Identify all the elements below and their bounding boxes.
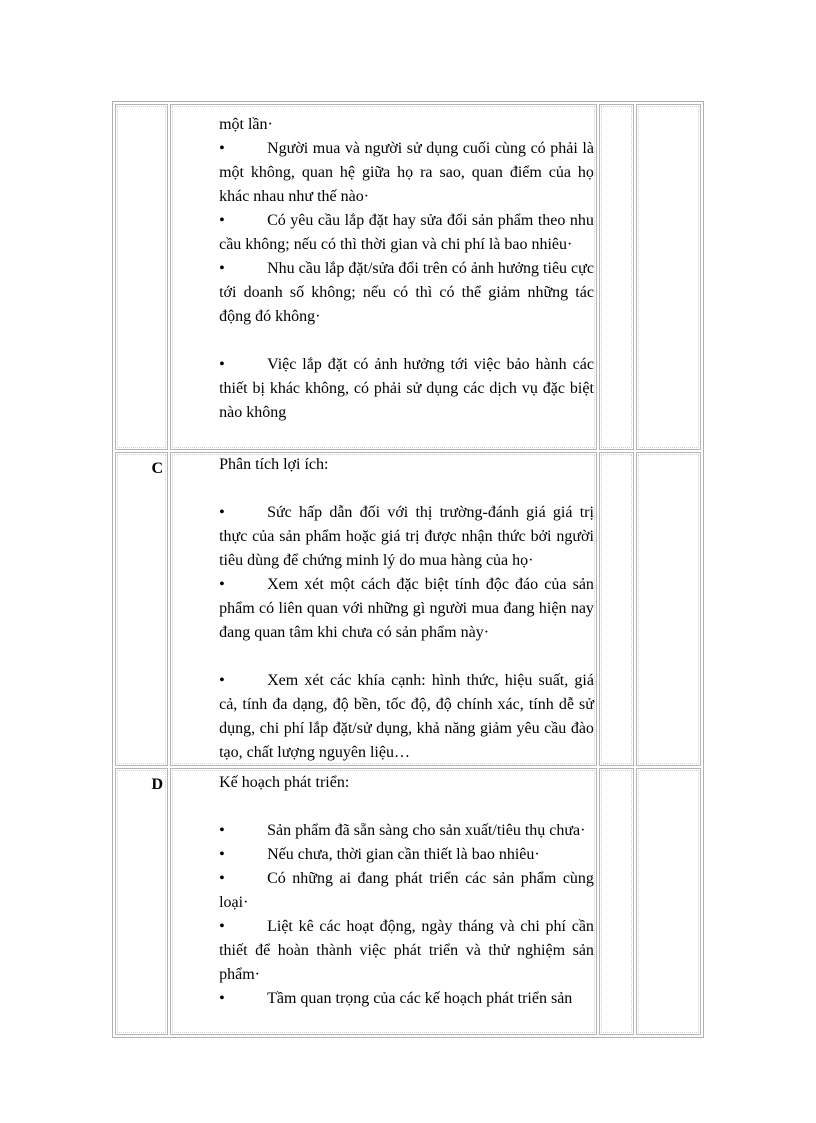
table-row [115,768,701,1035]
bullet-icon: • [219,504,225,521]
bullet-icon: • [219,576,225,593]
bullet-icon: • [219,846,225,863]
list-item: • Nhu cầu lắp đặt/sửa đổi trên có ảnh hưởng tiêu cực tới doanh số không; nếu có thì có thể giảm những tác động đó không· [219,257,594,329]
list-item: • Việc lắp đặt có ảnh hưởng tới việc bảo hành các thiết bị khác không, có phải sử dụng các dịch vụ đặc biệt nào không [219,353,594,425]
empty-cell [636,104,701,450]
bullet-icon: • [219,212,225,229]
spacer [219,329,594,353]
row-content [170,452,597,766]
table-row [115,104,701,450]
empty-cell [599,452,634,766]
list-item: • Có yêu cầu lắp đặt hay sửa đổi sản phẩm theo nhu cầu không; nếu có thì thời gian và chi phí là bao nhiêu· [219,209,594,257]
bullet-icon: • [219,356,225,373]
spacer [219,645,594,669]
bullet-icon: • [219,990,225,1007]
spacer [219,477,594,501]
row-label [115,104,168,450]
list-item: • Người mua và người sử dụng cuối cùng có phải là một không, quan hệ giữa họ ra sao, quan điểm của họ khác nhau như thế nào· [219,137,594,209]
row-label: C [115,452,168,766]
bullet-icon: • [219,822,225,839]
empty-cell [599,768,634,1035]
content-table [112,101,704,1038]
table-row [115,452,701,766]
bullet-icon: • [219,918,225,935]
row-heading: một lần· [219,116,273,133]
list-item: • Xem xét các khía cạnh: hình thức, hiệu suất, giá cả, tính đa dạng, độ bền, tốc độ, độ chính xác, tính dễ sử dụng, chi phí lắp đặt/sử dụng, khả năng giảm yêu cầu đào tạo, chất lượng nguyên liệu… [219,669,594,765]
list-item: • Sản phẩm đã sẵn sàng cho sản xuất/tiêu thụ chưa· [219,819,594,843]
row-label: D [115,768,168,1035]
list-item: • Nếu chưa, thời gian cần thiết là bao nhiêu· [219,843,594,867]
bullet-icon: • [219,140,225,157]
bullet-icon: • [219,672,225,689]
list-item: • Có những ai đang phát triển các sản phẩm cùng loại· [219,867,594,915]
bullet-icon: • [219,870,225,887]
row-content [170,104,597,450]
list-item: • Xem xét một cách đặc biệt tính độc đáo của sản phẩm có liên quan với những gì người mua đang hiện nay đang quan tâm khi chưa có sản phẩm này· [219,573,594,645]
row-heading: Phân tích lợi ích: [219,456,329,473]
row-heading: Kế hoạch phát triển: [219,774,350,791]
empty-cell [599,104,634,450]
list-item: • Tầm quan trọng của các kế hoạch phát triển sản [219,987,594,1011]
list-item: • Sức hấp dẫn đối với thị trường-đánh giá giá trị thực của sản phẩm hoặc giá trị được nhận thức bởi người tiêu dùng để chứng minh lý do mua hàng của họ· [219,501,594,573]
spacer [219,795,594,819]
row-content [170,768,597,1035]
bullet-icon: • [219,260,225,277]
empty-cell [636,768,701,1035]
empty-cell [636,452,701,766]
list-item: • Liệt kê các hoạt động, ngày tháng và chi phí cần thiết để hoàn thành việc phát triển và thử nghiệm sản phẩm· [219,915,594,987]
